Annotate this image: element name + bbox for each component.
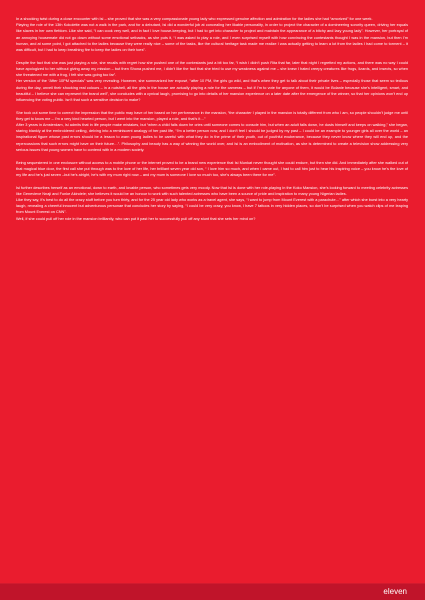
article-paragraph-2: Despite the fact that she was just playing a role, she recalls with regret how she pushed one of the contestants just a bit too far, “I wish I didn’t push Rita that far, later that night I regretted my actions, and there was no way I could have apologized to her without giving away my mission – but then Shona pushed me, I didn’t like the fact that she tried to use my weakness against me – she knew I hated creepy creatures like frogs, lizards, and insects, so when she threatened me with a frog, I felt she was going too far”. Her version of the “After 10PM specials” was very revealing. However, she summarized her exposé, “after 10 PM, the girls go wild, and that’s when they get to talk about their private lives – especially those that seem so tedious during the day, unveil their shocking real colours – in a nutshell, all the girls in the house are actually playing a role for the cameras – but if I’m to vote for anyone of them, it would be Bolanle because she’s intelligent, smart, and beautiful – I believe she can represent the brand well”, she concludes with a cynical laugh, promising to go into details of her mansion experience on a later date after the emergence of the winner, so that her opinions won’t end up influencing the voting public. Isn’t that such a sensitive decision to make? [16, 60, 408, 102]
article-paragraph-4: Being sequestered in one enclosure without access to a mobile phone or the internet proved to be a brand new experience that Isi Munkat never thought she could endure, but then she did. And immediately after she walked out of that magical blue door, the first call she put through was to the love of her life, her brilliant seven year old son, “ I love him so much, and when I came out, I had to call him just to hear his inspiring voice – you know he’s the love of my life and he’s just seven –but he’s alright, he’s with my mum right now – and my mum is someone I love so much too, she’s always been there for me”. [16, 160, 408, 177]
article-paragraph-3: She took out some time to correct the impression that the public may have of her based on her performance in the mansion, “the character I played in the mansion is totally different from who I am, so people shouldn’t judge me until they get to know me – I’m a very kind hearted person, but I went into the mansion, played a role, and that’s it…” After 3 years in Amsterdam, Isi admits that in life people make mistakes, but “when a child falls down he cries until someone comes to console him, but when an adult falls down, he dusts himself and keeps on walking,” she began, staring blankly at the embroidered ceiling, delving into a reminiscent analogy of her past life, “I’m a better person now, and I don’t feel I should be judged by my past – I could be an example to younger girls all over the world – an inspirational figure whose past errors should be a lesson to warn young ladies to be careful with what they do in the prime of their youth, out of youthful exuberance, because they never know where they will end up, and the repercussions that such errors might have on their future…”. Philosophy and beauty has a way of winning the world over, and Isi is an embodiment of motivation, as she is determined to create a television show addressing very serious issues that young women have to contend with in a modern society. [16, 110, 408, 152]
footer-bar [0, 583, 425, 600]
page-number: eleven [383, 587, 407, 596]
article-body [16, 16, 408, 568]
article-paragraph-5: Isi further describes herself as an emotional, down to earth, and lovable person, who sometimes gets very moody. Now that Isi is done with her role-playing in the Koko Mansion, she’s looking forward to meeting celebrity actresses like Genevieve Nnaji and Funke Akindele; she believes it would be an honour to work with such talented actresses who have been a source of pride and inspiration to many young Nigerian ladies. Like they say, it’s best to do all the crazy stuff before you turn thirty, and for the 25 year old lady who works as a travel agent, she says, “I want to jump from Mount Everest with a parachute…” after which she burst into a very hearty laugh, revealing a cheerful innocent but adventurous personae that concludes her story by saying, “I could be very crazy, you know, I have 7 tattoos in very hidden places, so don’t be surprised when you watch clips of me leaping from Mount Everest on CNN”. Well, if she could pull off her role in the mansion brilliantly, who can put it past her to successfully pull off any stunt that she sets her mind on? [16, 185, 408, 221]
article-paragraph-1: In a shocking twist during a close encounter with Isi – she proved that she was a very compassionate young lady who expressed genuine affection and admiration for the ladies she had “amorized” for one week. Playing the role of the 13th Kokolette was not a walk in the park, and for a debutant, Isi did a wonderful job at concealing her likable personality, in order to project the character of a domineering sorority queen, driving her equals like slaves in her own fiefdom. Like she said, “I can cook very well, and in fact I love house-keeping, but I had to get into character to project and maintain the appearance of a bitchy and lazy young lady”. However, her portrayal of an annoying housemate did not go down without some emotional setbacks, as she puts it, “I was asked to play a role, and I even surprised myself with how convincing the contestants thought I was in the mansion, but then I’m human, and at some point, I got attached to the ladies because they were really nice – some of the tasks, like the cultural heritage task made me realize I was actually getting to learn a lot from the ladies I had come to torment – it was difficult, but I had to keep breathing fire to keep the ladies on their toes”. [16, 17, 408, 53]
